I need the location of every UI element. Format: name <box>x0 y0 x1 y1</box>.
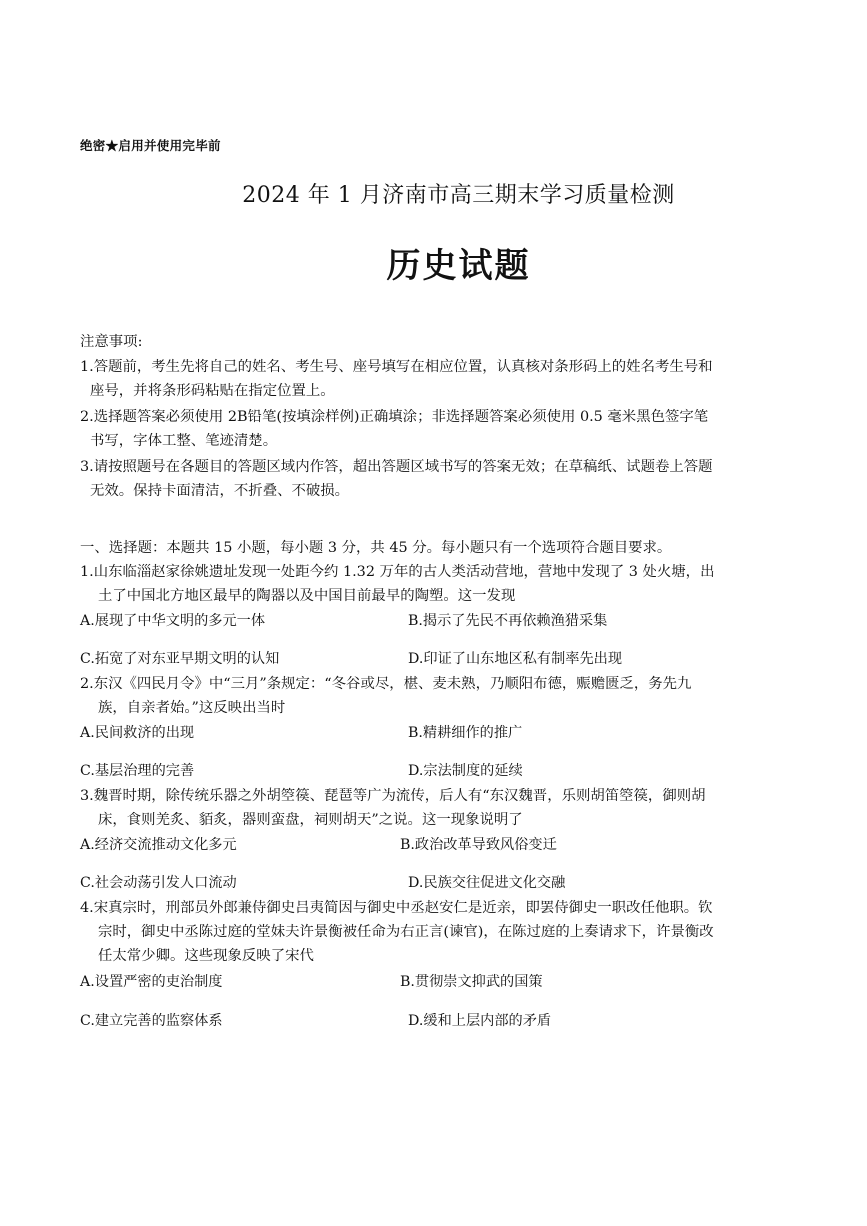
question-1-line-1: 1.山东临淄赵家徐姚遗址发现一处距今约 1.32 万年的古人类活动营地，营地中发现了 3 处火塘，出 <box>80 564 715 580</box>
notice-item-3 <box>80 455 790 503</box>
question-4-line-2: 宗时，御史中丞陈过庭的堂妹夫许景衡被任命为右正言(谏官)，在陈过庭的上奏请求下，许景衡改 <box>98 924 714 940</box>
notice-item-1-line1: 1.答题前，考生先将自己的姓名、考生号、座号填写在相应位置，认真核对条形码上的姓名考生号和 <box>80 359 713 375</box>
question-4-option-a: A.设置严密的吏治制度 <box>80 974 223 990</box>
question-3-line-1: 3.魏晋时期，除传统乐器之外胡箜篌、琵琶等广为流传，后人有“东汉魏晋，乐则胡笛箜篌，御则胡 <box>80 788 706 804</box>
question-1-option-d: D.印证了山东地区私有制率先出现 <box>408 651 623 667</box>
notice-item-2-line2: 书写，字体工整、笔迹清楚。 <box>90 433 278 449</box>
question-3-option-b: B.政治改革导致风俗变迁 <box>400 837 557 853</box>
notice-item-1 <box>80 355 790 403</box>
question-4-option-b: B.贯彻崇文抑武的国策 <box>400 974 543 990</box>
question-2-option-a: A.民间救济的出现 <box>80 725 195 741</box>
question-1-option-c: C.拓宽了对东亚早期文明的认知 <box>80 651 280 667</box>
exam-subtitle: 2024 年 1 月济南市高三期末学习质量检测 <box>242 183 675 208</box>
question-3-option-c: C.社会动荡引发人口流动 <box>80 875 237 891</box>
notice-item-2-line1: 2.选择题答案必须使用 2B铅笔(按填涂样例)正确填涂；非选择题答案必须使用 0.5 毫米黑色签字笔 <box>80 409 709 425</box>
question-2-option-b: B.精耕细作的推广 <box>408 725 523 741</box>
question-2-option-d: D.宗法制度的延续 <box>408 763 523 779</box>
question-4-option-d: D.缓和上层内部的矛盾 <box>408 1013 552 1029</box>
question-4-line-3: 任太常少卿。这些现象反映了宋代 <box>98 948 314 964</box>
notice-item-2 <box>80 405 790 453</box>
question-2-option-c: C.基层治理的完善 <box>80 763 195 779</box>
notice-heading: 注意事项: <box>80 334 143 350</box>
confidential-mark: 绝密★启用并使用完毕前 <box>80 138 221 153</box>
question-3-option-a: A.经济交流推动文化多元 <box>80 837 237 853</box>
question-1-option-a: A.展现了中华文明的多元一体 <box>80 613 266 629</box>
question-2-line-1: 2.东汉《四民月令》中“三月”条规定：“冬谷或尽，椹、麦未熟，乃顺阳布德，赈赡匮乏，务先九 <box>80 676 692 692</box>
question-2-line-2: 族，自亲者始。”这反映出当时 <box>98 700 286 716</box>
exam-title: 历史试题 <box>386 246 531 286</box>
notice-item-1-line2: 座号，并将条形码粘贴在指定位置上。 <box>90 383 335 399</box>
question-3-option-d: D.民族交往促进文化交融 <box>408 875 566 891</box>
question-1-option-b: B.揭示了先民不再依赖渔猎采集 <box>408 613 608 629</box>
question-4-option-c: C.建立完善的监察体系 <box>80 1013 223 1029</box>
question-3-line-2: 床，食则羌炙、貊炙，器则蛮盘，祠则胡天”之说。这一现象说明了 <box>98 812 523 828</box>
notice-item-3-line1: 3.请按照题号在各题目的答题区域内作答，超出答题区域书写的答案无效；在草稿纸、试题卷上答题 <box>80 459 713 475</box>
section-heading: 一、选择题：本题共 15 小题，每小题 3 分，共 45 分。每小题只有一个选项符合题目要求。 <box>80 540 672 556</box>
notice-item-3-line2: 无效。保持卡面清洁，不折叠、不破损。 <box>90 483 350 499</box>
question-1-line-2: 土了中国北方地区最早的陶器以及中国目前最早的陶塑。这一发现 <box>98 588 516 604</box>
question-4-line-1: 4.宋真宗时，刑部员外郎兼侍御史吕夷简因与御史中丞赵安仁是近亲，即罢侍御史一职改任他职。钦 <box>80 900 713 916</box>
